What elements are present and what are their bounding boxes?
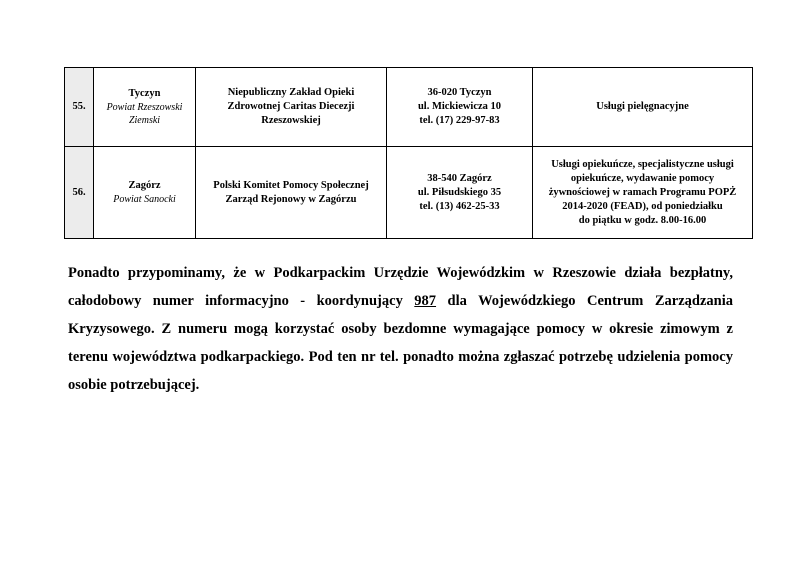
service-line: do piątku w godz. 8.00-16.00 <box>578 214 707 226</box>
service-line: Usługi opiekuńcze, specjalistyczne usługi <box>551 158 734 170</box>
service-line: Usługi pielęgnacyjne <box>596 101 689 112</box>
hotline-notice-paragraph <box>68 259 733 399</box>
institution-cell <box>196 147 387 239</box>
service-line: żywnościowej w ramach Programu POPŻ <box>548 186 737 198</box>
row-number: 55. <box>65 68 94 147</box>
town-name: Tyczyn <box>128 88 161 99</box>
institution-cell <box>196 68 387 147</box>
notice-text-after: dla Wojewódzkiego Centrum Zarządzania Kryzysowego. Z numeru mogą korzystać osoby bezdomne wymagające pomocy w okresie zimowym z terenu województwa podkarpackiego. Pod ten nr tel. ponadto można zgłaszać potrzebę udzielenia pomocy osobie potrzebującej. <box>68 293 733 393</box>
county-name-line: Powiat Rzeszowski <box>106 102 183 113</box>
service-line: opiekuńcze, wydawanie pomocy <box>570 172 715 184</box>
table-row <box>65 68 753 147</box>
row-number: 56. <box>65 147 94 239</box>
address-cell <box>387 68 533 147</box>
address-line: 36-020 Tyczyn <box>427 87 492 98</box>
location-cell <box>94 68 196 147</box>
county-name-line: Ziemski <box>128 115 161 126</box>
services-cell <box>533 68 753 147</box>
institution-name-line: Polski Komitet Pomocy Społecznej <box>213 179 369 191</box>
institution-name-line: Zdrowotnej Caritas Diecezji <box>227 101 355 112</box>
hotline-number: 987 <box>414 293 437 309</box>
address-cell <box>387 147 533 239</box>
location-cell <box>94 147 196 239</box>
table-row <box>65 147 753 239</box>
services-table <box>64 67 753 239</box>
institution-name-line: Niepubliczny Zakład Opieki <box>227 87 355 98</box>
address-line: 38-540 Zagórz <box>427 172 492 184</box>
town-name: Zagórz <box>128 180 161 191</box>
institution-name-line: Zarząd Rejonowy w Zagórzu <box>225 193 357 205</box>
services-cell <box>533 147 753 239</box>
notice-text-before: Ponadto przypominamy, że w Podkarpackim Urzędzie Wojewódzkim w Rzeszowie działa bezpłatny, całodobowy numer informacyjno - koordynujący <box>68 265 733 309</box>
address-line: ul. Mickiewicza 10 <box>417 101 502 112</box>
service-line: 2014-2020 (FEAD), od poniedziałku <box>562 200 723 212</box>
county-name-line: Powiat Sanocki <box>113 194 176 205</box>
phone-line: tel. (13) 462-25-33 <box>419 200 500 212</box>
address-line: ul. Piłsudskiego 35 <box>417 186 502 198</box>
institution-name-line: Rzeszowskiej <box>261 115 321 126</box>
phone-line: tel. (17) 229-97-83 <box>419 115 500 126</box>
